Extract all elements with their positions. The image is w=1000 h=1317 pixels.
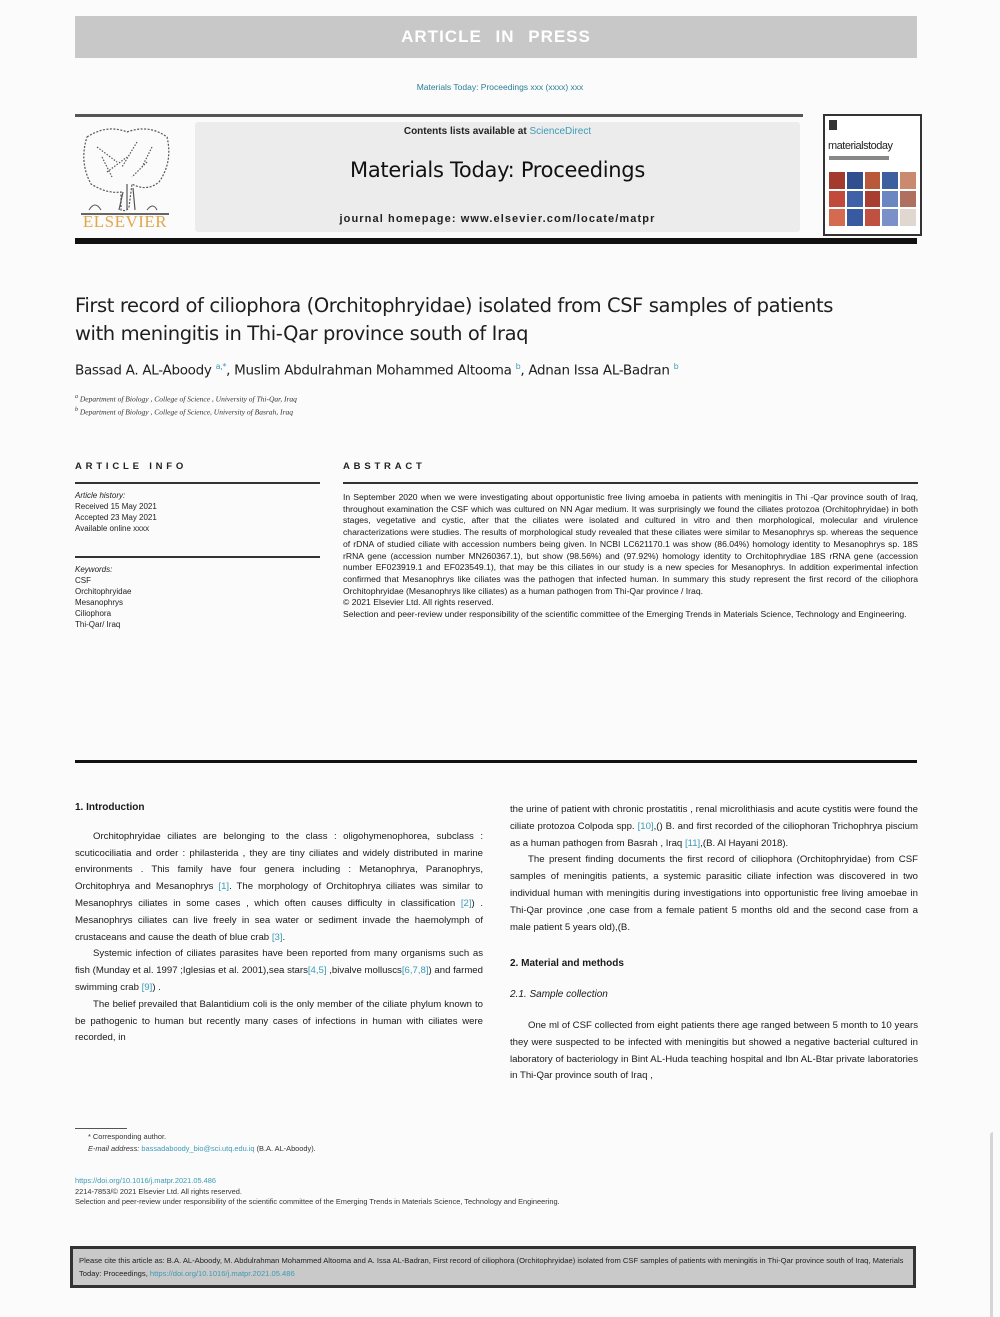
cover-image-grid: [829, 172, 916, 226]
citation-link[interactable]: [3]: [271, 931, 283, 943]
article-history: [75, 490, 320, 534]
article-info-heading: ARTICLE INFO: [75, 461, 188, 472]
author-affiliation-mark[interactable]: b: [673, 362, 679, 371]
intro-paragraph: The present finding documents the first record of ciliophora (Orchitophryidae) from CSF samples of meningitis patients, a systemic parasitic ciliate infection was discovered in two individual human with meningitis during investigations into opportunistic free living amoebae in Thi-Qar province ,one case from a female patient 5 months old and the second case from a male patient 5 years old),(B.: [510, 854, 918, 933]
doi-block: [75, 1176, 935, 1208]
paper-title: First record of ciliophora (Orchitophryidae) isolated from CSF samples of patients with meningitis in Thi-Qar province south of Iraq: [75, 294, 833, 345]
corresponding-label: * Corresponding author.: [88, 1132, 167, 1141]
author-name[interactable]: Muslim Abdulrahman Mohammed Altooma: [234, 362, 512, 379]
contents-availability: [195, 126, 800, 137]
keyword: CSF: [75, 576, 91, 585]
keywords-rule: [75, 556, 320, 558]
citation-link[interactable]: [2]: [460, 897, 472, 909]
journal-cover-thumbnail[interactable]: [823, 114, 922, 236]
available-date: Available online xxxx: [75, 524, 150, 533]
author-list: Bassad A. AL-Aboody $^{a,*}$, Muslim Abdulrahman Mohammed Altooma $^b$, Adnan Issa AL-Badran $^b$: [75, 362, 679, 379]
citation-box: [70, 1246, 916, 1288]
footnote-rule: [75, 1128, 127, 1129]
email-link[interactable]: bassadaboody_bio@sci.utq.edu.iq: [141, 1144, 255, 1153]
body-separator-rule: [75, 760, 917, 763]
peer-review-note: Selection and peer-review under responsibility of the scientific committee of the Emerging Trends in Materials Science, Technology and Engineering.: [75, 1197, 560, 1206]
keywords-block: [75, 564, 320, 630]
affiliations: [75, 392, 575, 417]
methods-paragraph: One ml of CSF collected from eight patients there age ranged between 5 month to 10 years they were suspected to be infected with meningitis but showed a negative bacterial cultured in laboratory of bacteriology in Bint AL-Huda teaching hospital and Ibn AL-Btar private laboratories in Thi-Qar province south of Iraq ,: [510, 1019, 918, 1082]
cover-subtitle-bar: [829, 156, 889, 160]
banner-text: ARTICLE IN PRESS: [401, 27, 591, 46]
article-in-press-banner: [75, 16, 917, 58]
received-date: Received 15 May 2021: [75, 502, 157, 511]
keyword: Mesanophrys: [75, 598, 124, 607]
keyword: Orchitophryidae: [75, 587, 132, 596]
keywords-label: Keywords:: [75, 565, 113, 574]
header-top-rule: [75, 114, 803, 117]
intro-paragraph: Orchitophryidae ciliates are belonging to the class : oligohymenophorea, subclass : scuticociliatia and order : philasterida , they are tiny ciliates and widely distributed in marine environments . This family have four genera including : Metanophrya, Paranophrys, Orchitophrya and Mesanophrys [1]. The morphology of Orchitophrya ciliates was similar to Mesanophrys ciliates in some cases , which often causes difficulty in classification [2]) . Mesanophrys ciliates can live freely in sea water or sediment invade the haemolymph of crustaceans and cause the death of blue crab [3].: [75, 830, 483, 943]
author-affiliation-mark[interactable]: b: [515, 362, 521, 371]
abstract-selection-note: Selection and peer-review under responsibility of the scientific committee of the Emerging Trends in Materials Science, Technology and Engineering.: [343, 609, 907, 620]
history-label: Article history:: [75, 491, 126, 500]
citation-link[interactable]: [1]: [218, 881, 230, 893]
journal-title: Materials Today: Proceedings: [350, 158, 645, 182]
cover-badge-icon: [829, 120, 837, 130]
corresponding-author-footnote: [88, 1131, 508, 1155]
affiliation-item: $^a$ Department of Biology , College of Science , University of Thi-Qar, Iraq: [75, 394, 297, 404]
citation-link[interactable]: [11]: [684, 837, 701, 849]
scrollbar[interactable]: [990, 1132, 993, 1317]
citation-link[interactable]: [9]: [141, 981, 153, 993]
sample-collection-heading: 2.1. Sample collection: [510, 989, 608, 1001]
citation-link[interactable]: [4,5]: [307, 965, 327, 977]
citation-text: Please cite this article as: B.A. AL-Aboody, M. Abdulrahman Mohammed Altooma and A. Issa AL-Badran, First record of ciliophora (Orchitophryidae) isolated from CSF samples of patients with meningitis in Thi-Qar province south of Iraq, Materials Today: Proceedings,: [79, 1256, 904, 1278]
abstract-heading: ABSTRACT: [343, 461, 426, 472]
intro-paragraph-continued: the urine of patient with chronic prostatitis , renal microlithiasis and acute cystitis were found the ciliate protozoa Colpoda spp. [10],() B. and first recorded of the ciliophoran Trichophrya piscium as a human pathogen from Basrah , Iraq [11],(B. Al Hayani 2018).: [510, 804, 918, 849]
author-name[interactable]: Adnan Issa AL-Badran: [528, 362, 670, 379]
keyword: Ciliophora: [75, 609, 112, 618]
issn-copyright: 2214-7853/© 2021 Elsevier Ltd. All rights reserved.: [75, 1186, 242, 1196]
journal-homepage[interactable]: journal homepage: www.elsevier.com/locate/matpr: [339, 213, 656, 225]
abstract-paragraph: In September 2020 when we were investigating about opportunistic free living amoeba in patients with meningitis in Thi -Qar province south of Iraq, throughout examination the CSF which was cultured on NN Agar medium. It was surprisingly we found the ciliates protozoa (Orchitophryidae) in both stages, vegetative and cystic, after that the ciliates were isolated and cultured in vitro and then morphological, molecular and virulence characterizations were studies. The results of morphological study revealed that these ciliates were similar to Mesanophrys sp. whereas the sequence of rDNA of studied ciliate with accession numbers being given. In NCBI LC621170.1 was show (86.04%) homology identity to Mesanophrys sp. 18S rRNA gene (accession number MN260367.1), but show (98.56%) and (97.92%) homology identity to Orchitophrydiae 18S rRNA gene (accession number EF023919.1 and EF023549.1), that may be this ciliates in our study is a new species for Mesanophrys. In addition experimental infection confirmed that Mesanophrys like ciliates was the pathogen that infected human. In summary this study represent the first record of the ciliophora Orchitophryidae (Mesanophrys like ciliates) as a human pathogen from Thi-Qar province / Iraq.: [343, 492, 918, 596]
author-name[interactable]: Bassad A. AL-Aboody: [75, 362, 212, 379]
abstract-rule: [343, 482, 918, 484]
article-info-rule: [75, 482, 320, 484]
sciencedirect-link[interactable]: ScienceDirect: [529, 126, 592, 137]
publisher-wordmark: ELSEVIER: [82, 212, 168, 231]
journal-reference[interactable]: Materials Today: Proceedings xxx (xxxx) xxx: [416, 82, 584, 92]
abstract-copyright: © 2021 Elsevier Ltd. All rights reserved.: [343, 597, 494, 608]
email-label: E-mail address:: [88, 1144, 142, 1153]
affiliation-item: $^b$ Department of Biology , College of Science, University of Basrah, Iraq: [75, 406, 293, 416]
contents-prefix: Contents lists available at: [403, 126, 530, 137]
right-column: [510, 802, 918, 1085]
accepted-date: Accepted 23 May 2021: [75, 513, 157, 522]
abstract-body: [343, 492, 918, 621]
author-affiliation-mark[interactable]: a,*: [215, 362, 227, 371]
doi-link[interactable]: https://doi.org/10.1016/j.matpr.2021.05.486: [75, 1176, 216, 1185]
header-bottom-rule: [75, 238, 917, 244]
cover-logo: materialstoday: [828, 140, 893, 152]
left-column: [75, 800, 483, 1047]
keyword: Thi-Qar/ Iraq: [75, 620, 121, 629]
methods-heading: 2. Material and methods: [510, 958, 624, 970]
citation-link[interactable]: [10]: [637, 820, 654, 832]
citation-link[interactable]: [6,7,8]: [401, 965, 429, 977]
intro-paragraph: The belief prevailed that Balantidium coli is the only member of the ciliate phylum known to be pathogenic to human but recently many cases of infections in human with ciliates were recorded, in: [75, 998, 483, 1044]
introduction-heading: 1. Introduction: [75, 802, 145, 813]
email-owner: (B.A. AL-Aboody).: [254, 1144, 316, 1153]
intro-paragraph: Systemic infection of ciliates parasites have been reported from many organisms such as fish (Munday et al. 1997 ;Iglesias et al. 2001),sea stars[4,5] ,bivalve molluscs[6,7,8]) and farmed swimming crab [9]) .: [75, 948, 483, 993]
citation-doi-link[interactable]: https://doi.org/10.1016/j.matpr.2021.05.486: [149, 1269, 295, 1278]
